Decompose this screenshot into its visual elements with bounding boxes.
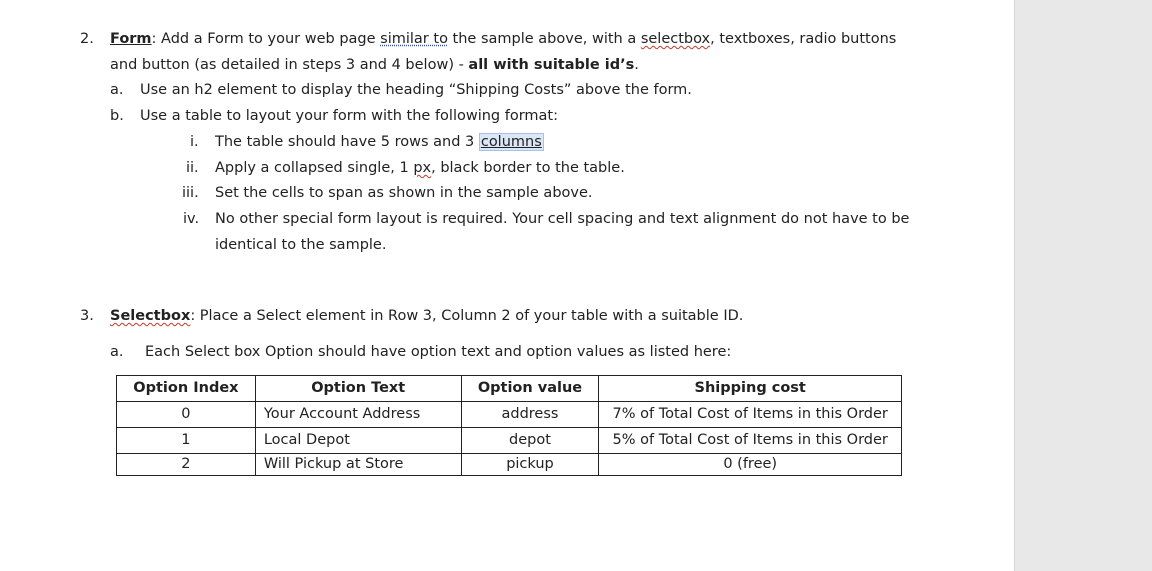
shipping-cost-cell: 0 (free) [599, 454, 902, 476]
item-3-label: Selectbox [110, 308, 191, 324]
columns-selection[interactable]: columns [480, 134, 542, 150]
table-row [117, 454, 902, 476]
item-2-number: 2. [80, 31, 94, 47]
item-2-line2-end: . [634, 57, 639, 73]
shipping-cost-cell: 7% of Total Cost of Items in this Order [599, 402, 902, 428]
item-3-line [110, 307, 743, 325]
selectbox-word: selectbox [640, 31, 711, 47]
roman-iv-text-2: identical to the sample. [215, 237, 387, 253]
item-2-line2-bold: all with suitable id’s [468, 57, 635, 73]
roman-i-label: i. [190, 134, 199, 150]
roman-iv-text: No other special form layout is required. Your cell spacing and text alignment do not have to be [215, 211, 910, 227]
roman-iv-label: iv. [183, 211, 200, 227]
header-shipping-cost: Shipping cost [599, 376, 902, 402]
option-text-cell: Will Pickup at Store [255, 454, 461, 476]
roman-i-text: The table should have 5 rows and 3 [215, 134, 479, 150]
px-word: px [413, 160, 432, 176]
option-value-cell: address [461, 402, 599, 428]
item-2-line-2 [110, 56, 639, 74]
roman-ii-text-b: , black border to the table. [431, 160, 625, 176]
option-text-cell: Your Account Address [255, 402, 461, 428]
item-2-line2-text: and button (as detailed in steps 3 and 4 below) - [110, 57, 469, 73]
option-index-cell: 2 [117, 454, 256, 476]
table-header-row [117, 376, 902, 402]
item-3-sub-a-label: a. [110, 344, 124, 360]
item-2-text-c: , textboxes, radio buttons [710, 31, 897, 47]
table-row [117, 402, 902, 428]
sub-a-text: Use an h2 element to display the heading “Shipping Costs” above the form. [140, 82, 692, 98]
option-index-cell: 0 [117, 402, 256, 428]
item-2-label: Form [110, 31, 152, 47]
option-index-cell: 1 [117, 428, 256, 454]
option-value-cell: pickup [461, 454, 599, 476]
item-2-line-1 [110, 30, 896, 48]
header-option-text: Option Text [255, 376, 461, 402]
sub-b-label: b. [110, 108, 124, 124]
shipping-cost-cell: 5% of Total Cost of Items in this Order [599, 428, 902, 454]
roman-ii-label: ii. [186, 160, 199, 176]
item-2-text-a: : Add a Form to your web page [151, 31, 381, 47]
similar-to-phrase: similar to [380, 31, 448, 47]
header-option-value: Option value [461, 376, 599, 402]
item-3-number: 3. [80, 308, 94, 324]
roman-i-line [215, 133, 544, 151]
option-text-cell: Local Depot [255, 428, 461, 454]
roman-ii-text-a: Apply a collapsed single, 1 [215, 160, 414, 176]
roman-ii-line [215, 159, 625, 177]
item-3-sub-a-text: Each Select box Option should have option text and option values as listed here: [145, 344, 732, 360]
header-option-index: Option Index [117, 376, 256, 402]
roman-iii-text: Set the cells to span as shown in the sample above. [215, 185, 593, 201]
sub-b-text: Use a table to layout your form with the following format: [140, 108, 559, 124]
page-gutter [1014, 0, 1152, 571]
table-row [117, 428, 902, 454]
item-3-text: : Place a Select element in Row 3, Column 2 of your table with a suitable ID. [190, 308, 744, 324]
option-value-cell: depot [461, 428, 599, 454]
sub-a-label: a. [110, 82, 124, 98]
roman-iii-label: iii. [182, 185, 199, 201]
item-2-text-b: the sample above, with a [447, 31, 641, 47]
options-table [116, 375, 902, 476]
